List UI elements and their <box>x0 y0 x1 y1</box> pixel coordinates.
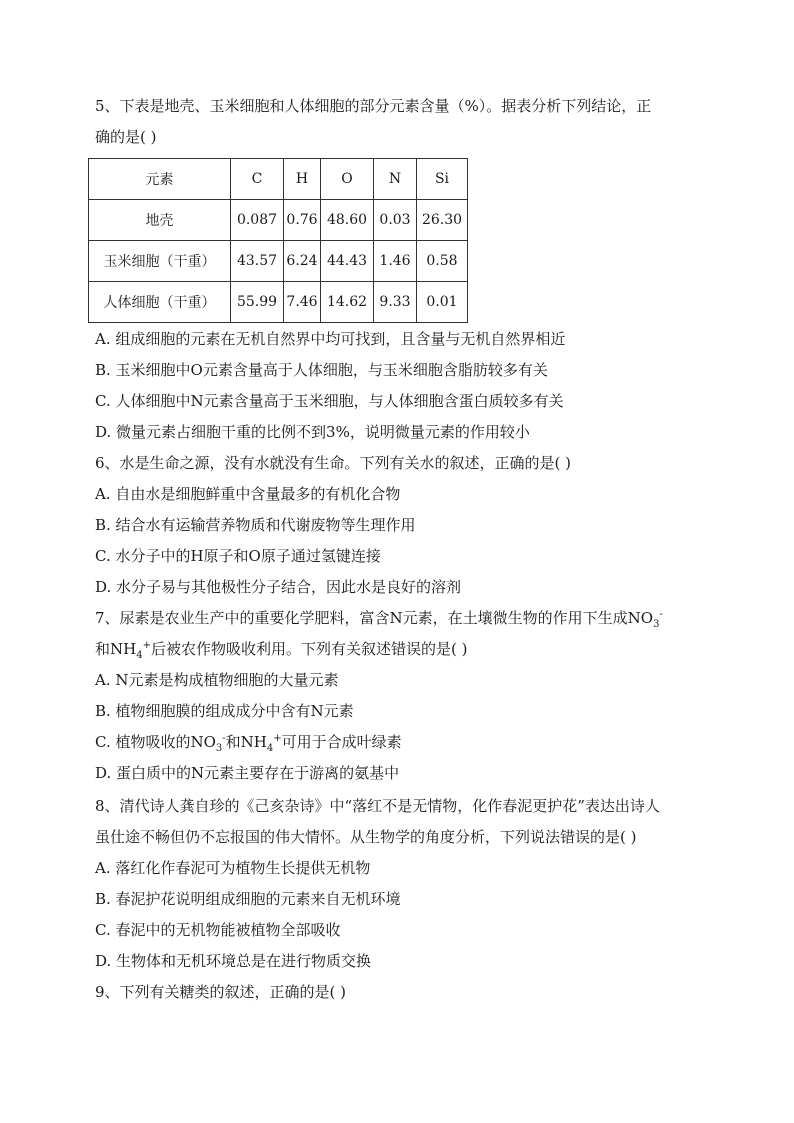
q5-option-b: B. 玉米细胞中O元素含量高于人体细胞，与玉米细胞含脂肪较多有关 <box>95 361 548 379</box>
table-cell: 14.62 <box>321 282 374 323</box>
superscript: - <box>659 609 663 620</box>
table-row <box>89 241 468 282</box>
q5-stem-line1: 5、下表是地壳、玉米细胞和人体细胞的部分元素含量（%）。据表分析下列结论，正 <box>95 97 652 115</box>
subscript: 3 <box>215 743 223 754</box>
q8-option-b: B. 春泥护花说明组成细胞的元素来自无机环境 <box>95 890 401 908</box>
table-header-cell: 元素 <box>89 159 231 200</box>
table-header-cell: N <box>374 159 417 200</box>
q8-option-c: C. 春泥中的无机物能被植物全部吸收 <box>95 921 341 939</box>
q6-option-c: C. 水分子中的H原子和O原子通过氢键连接 <box>95 547 381 565</box>
table-row <box>89 200 468 241</box>
table-cell: 0.58 <box>417 241 468 282</box>
table-cell: 26.30 <box>417 200 468 241</box>
table-cell: 0.76 <box>284 200 321 241</box>
table-cell: 人体细胞（干重） <box>89 282 231 323</box>
q5-option-d: D. 微量元素占细胞干重的比例不到3%，说明微量元素的作用较小 <box>95 423 530 441</box>
table-cell: 0.087 <box>231 200 284 241</box>
q7-stem-line2 <box>95 639 467 659</box>
table-cell: 55.99 <box>231 282 284 323</box>
table-header-cell: C <box>231 159 284 200</box>
table-cell: 地壳 <box>89 200 231 241</box>
table-cell: 44.43 <box>321 241 374 282</box>
subscript: 3 <box>653 619 660 630</box>
table-cell: 6.24 <box>284 241 321 282</box>
q8-stem-line1: 8、清代诗人龚自珍的《己亥杂诗》中“落红不是无情物，化作春泥更护花”表达出诗人 <box>95 797 660 815</box>
superscript: + <box>273 733 282 744</box>
table-header-cell: H <box>284 159 321 200</box>
q7-option-d: D. 蛋白质中的N元素主要存在于游离的氨基中 <box>95 764 400 782</box>
table-cell: 1.46 <box>374 241 417 282</box>
superscript: + <box>142 640 151 651</box>
table-cell: 9.33 <box>374 282 417 323</box>
q7-option-a: A. N元素是构成植物细胞的大量元素 <box>95 671 339 689</box>
q8-stem-line2: 虽仕途不畅但仍不忘报国的伟大情怀。从生物学的角度分析，下列说法错误的是( ) <box>95 828 637 846</box>
table-cell: 玉米细胞（干重） <box>89 241 231 282</box>
q5-stem-line2: 确的是( ) <box>95 128 157 146</box>
superscript: - <box>222 733 226 744</box>
element-content-table <box>88 158 468 323</box>
table-header-row <box>89 159 468 200</box>
q5-option-a: A. 组成细胞的元素在无机自然界中均可找到，且含量与无机自然界相近 <box>95 330 566 348</box>
q6-option-b: B. 结合水有运输营养物质和代谢废物等生理作用 <box>95 516 416 534</box>
q7-stem-text: 7、尿素是农业生产中的重要化学肥料，富含N元素，在土壤微生物的作用下生成NO <box>95 609 654 627</box>
q7-option-c-text: C. 植物吸收的NO <box>95 733 216 751</box>
table-cell: 7.46 <box>284 282 321 323</box>
table-row <box>89 282 468 323</box>
table-header-cell: O <box>321 159 374 200</box>
table-cell: 48.60 <box>321 200 374 241</box>
table-cell: 0.01 <box>417 282 468 323</box>
table-cell: 0.03 <box>374 200 417 241</box>
q6-option-d: D. 水分子易与其他极性分子结合，因此水是良好的溶剂 <box>95 578 462 596</box>
subscript: 4 <box>266 743 274 754</box>
q7-option-c <box>95 732 402 752</box>
q7-option-c-text: 可用于合成叶绿素 <box>281 733 402 751</box>
q9-stem: 9、下列有关糖类的叙述，正确的是( ) <box>95 983 347 1001</box>
q7-option-c-text: 和NH <box>225 733 267 751</box>
q7-option-b: B. 植物细胞膜的组成成分中含有N元素 <box>95 702 354 720</box>
table-cell: 43.57 <box>231 241 284 282</box>
q7-stem-text: 和NH <box>95 640 137 658</box>
q6-stem: 6、水是生命之源，没有水就没有生命。下列有关水的叙述，正确的是( ) <box>95 454 572 472</box>
q8-option-a: A. 落红化作春泥可为植物生长提供无机物 <box>95 859 371 877</box>
table-header-cell: Si <box>417 159 468 200</box>
q5-option-c: C. 人体细胞中N元素含量高于玉米细胞，与人体细胞含蛋白质较多有关 <box>95 392 564 410</box>
q7-stem-line1 <box>95 608 663 628</box>
subscript: 4 <box>136 650 143 661</box>
q7-stem-text: 后被农作物吸收利用。下列有关叙述错误的是( ) <box>150 640 468 658</box>
q6-option-a: A. 自由水是细胞鲜重中含量最多的有机化合物 <box>95 485 401 503</box>
q8-option-d: D. 生物体和无机环境总是在进行物质交换 <box>95 952 372 970</box>
